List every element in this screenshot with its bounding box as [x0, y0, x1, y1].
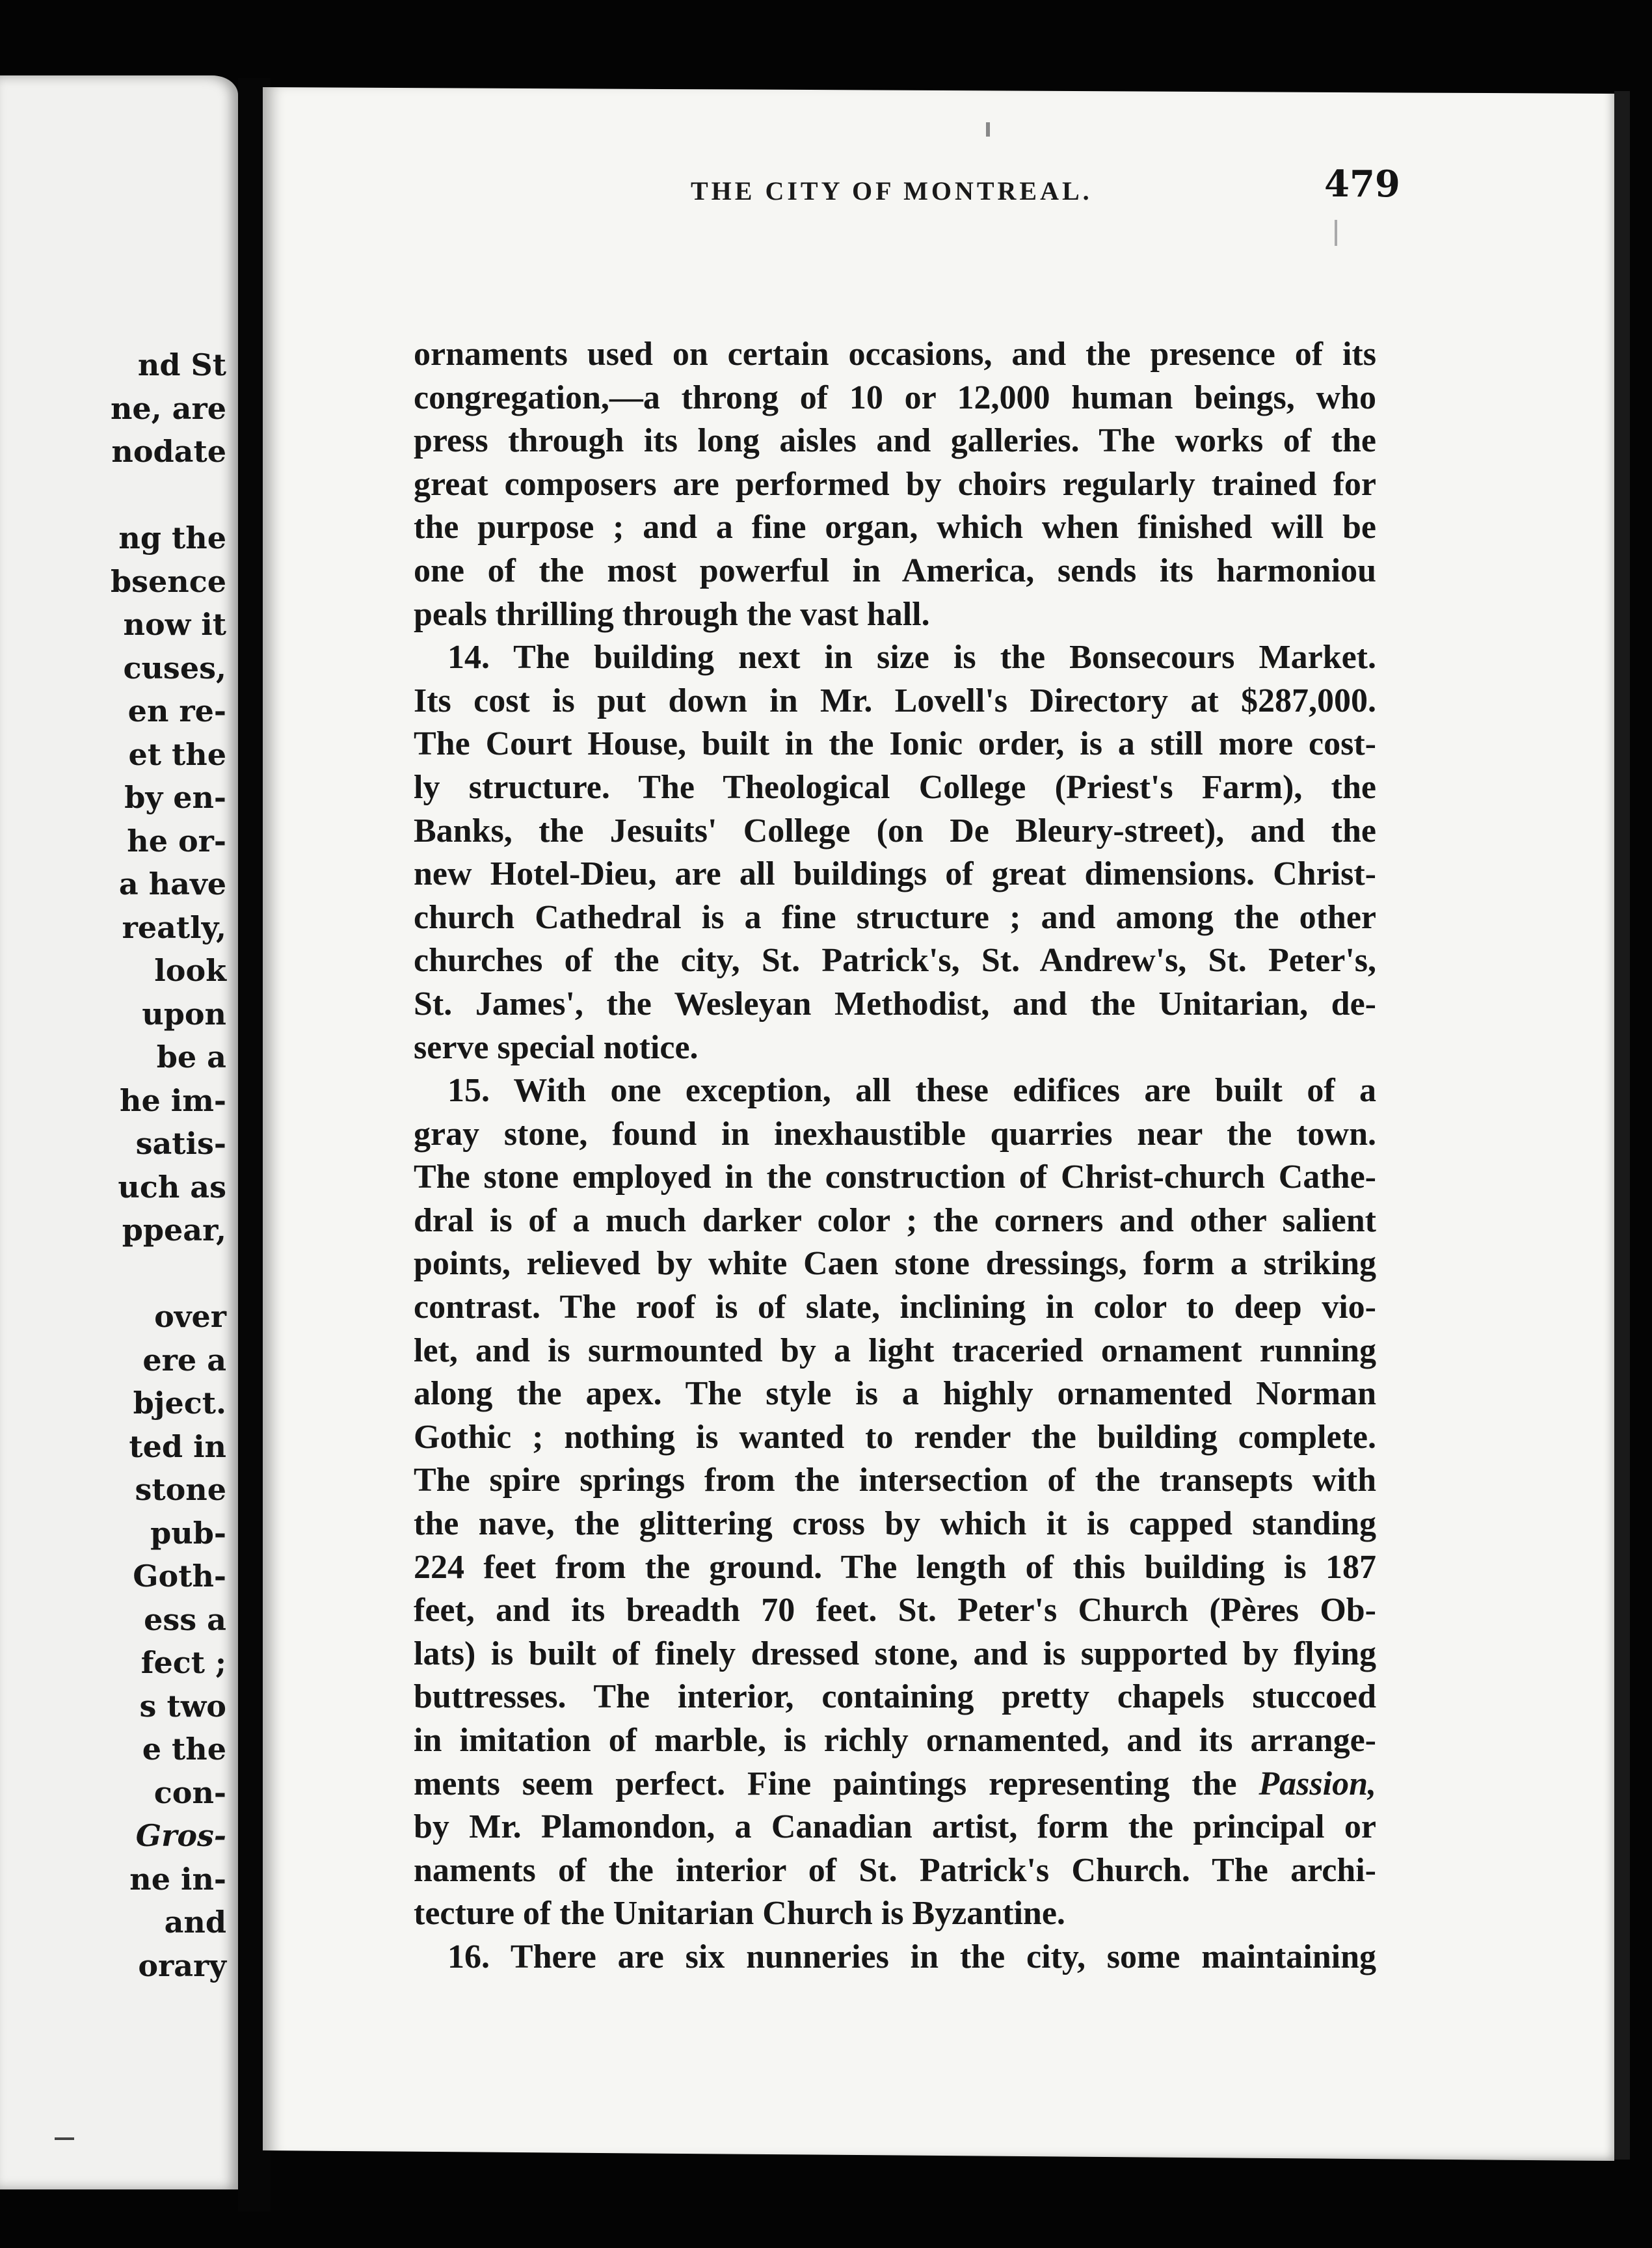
left-line: nodate	[111, 434, 226, 469]
left-line: cuses,	[123, 650, 226, 686]
left-line: con-	[153, 1774, 226, 1810]
text-line: churches of the city, St. Patrick's, St. Andrew's, St. Peter's,	[414, 942, 1376, 980]
text-line: new Hotel-Dieu, are all buildings of great dimensions. Christ-	[414, 855, 1376, 893]
line-text: ments seem perfect. Fine paintings representing the	[414, 1765, 1237, 1802]
text-line: ornaments used on certain occasions, and the presence of its	[414, 336, 1376, 373]
text-line: one of the most powerful in America, sends its harmoniou	[414, 552, 1376, 589]
running-header: THE CITY OF MONTREAL.	[691, 176, 1093, 206]
left-line: he or-	[127, 823, 226, 859]
left-line: e the	[142, 1732, 226, 1767]
scan-speck	[1335, 220, 1337, 246]
text-line: buttresses. The interior, containing pretty chapels stuccoed	[414, 1678, 1376, 1716]
left-line: ere a	[142, 1342, 226, 1378]
paragraph-14-start: 14. The building next in size is the Bonsecours Market.	[447, 639, 1376, 676]
text-line: 224 feet from the ground. The length of this building is 187	[414, 1548, 1376, 1586]
scan-speck	[55, 2137, 74, 2140]
left-line: look	[154, 953, 226, 988]
text-line: along the apex. The style is a highly ornamented Norman	[414, 1375, 1376, 1413]
text-line: Gothic ; nothing is wanted to render the building complete.	[414, 1418, 1376, 1456]
left-line	[0, 1252, 238, 1296]
text-line: naments of the interior of St. Patrick's Church. The archi-	[414, 1851, 1376, 1889]
left-line: and	[164, 1905, 226, 1940]
text-line: Its cost is put down in Mr. Lovell's Directory at $287,000.	[414, 682, 1376, 719]
left-line: fect ;	[140, 1645, 226, 1680]
text-line: tecture of the Unitarian Church is Byzantine.	[414, 1895, 1065, 1933]
text-line: serve special notice.	[414, 1028, 699, 1066]
left-line: over	[154, 1299, 226, 1334]
left-line: ppear,	[122, 1212, 226, 1248]
text-line: congregation,—a throng of 10 or 12,000 human beings, who	[414, 379, 1376, 416]
left-line: orary	[138, 1947, 226, 1983]
left-line: stone	[135, 1472, 226, 1507]
left-line: by en-	[124, 780, 226, 815]
page-number: 479	[1324, 163, 1400, 206]
italic-title-passion: Passion,	[1259, 1765, 1376, 1802]
left-line: he im-	[120, 1082, 226, 1118]
text-line: contrast. The roof is of slate, inclining in color to deep vio-	[414, 1289, 1376, 1326]
left-line: ess a	[144, 1601, 226, 1637]
text-line: dral is of a much darker color ; the corners and other salient	[414, 1201, 1376, 1239]
text-line: feet, and its breadth 70 feet. St. Peter's Church (Pères Ob-	[414, 1592, 1376, 1629]
previous-page-fragment	[0, 75, 238, 2189]
text-line: St. James', the Wesleyan Methodist, and the Unitarian, de-	[414, 985, 1376, 1023]
body-text	[414, 333, 1376, 1979]
text-line: The Court House, built in the Ionic order, is a still more cost-	[414, 725, 1376, 763]
text-line: let, and is surmounted by a light traceried ornament running	[414, 1331, 1376, 1369]
left-line: uch as	[118, 1169, 226, 1205]
left-line: bsence	[110, 563, 226, 599]
previous-page-text	[0, 343, 238, 1987]
left-line: ne, are	[110, 390, 226, 426]
scan-speck	[986, 122, 990, 137]
left-line: Goth-	[133, 1559, 226, 1594]
text-line: lats) is built of finely dressed stone, and is supported by flying	[414, 1635, 1376, 1672]
left-line: pub-	[150, 1515, 226, 1551]
text-line: Banks, the Jesuits' College (on De Bleury-street), and the	[414, 812, 1376, 850]
text-line: The spire springs from the intersection of the transepts with	[414, 1462, 1376, 1499]
left-line: bject.	[133, 1385, 226, 1421]
left-line: satis-	[135, 1126, 226, 1161]
text-line: church Cathedral is a fine structure ; and among the other	[414, 898, 1376, 936]
left-line: nd St	[137, 347, 226, 382]
page-edge	[1614, 91, 1630, 2160]
left-line: ng the	[118, 520, 226, 555]
text-line: the purpose ; and a fine organ, which when finished will be	[414, 509, 1376, 546]
left-line: a have	[118, 866, 226, 902]
left-line: et the	[128, 736, 226, 772]
text-line: peals thrilling through the vast hall.	[414, 595, 930, 633]
left-line: reatly,	[122, 909, 226, 945]
left-line	[0, 474, 238, 517]
text-line: The stone employed in the construction of Christ-church Cathe-	[414, 1158, 1376, 1196]
text-line: gray stone, found in inexhaustible quarries near the town.	[414, 1115, 1376, 1153]
left-line: be a	[156, 1039, 226, 1075]
left-line: now it	[123, 607, 226, 642]
left-line: en re-	[127, 693, 226, 729]
text-line: ly structure. The Theological College (Priest's Farm), the	[414, 768, 1376, 806]
text-line: the nave, the glittering cross by which it is capped standing	[414, 1505, 1376, 1543]
left-line: Gros-	[135, 1818, 226, 1853]
left-line: s two	[139, 1688, 226, 1724]
left-line: upon	[142, 996, 226, 1032]
text-line: great composers are performed by choirs regularly trained for	[414, 465, 1376, 503]
text-line: by Mr. Plamondon, a Canadian artist, form the principal or	[414, 1808, 1376, 1846]
left-line: ted in	[129, 1428, 226, 1464]
left-line: ne in-	[129, 1861, 226, 1897]
text-line: press through its long aisles and galleries. The works of the	[414, 422, 1376, 460]
text-line-with-italic	[414, 1763, 1376, 1806]
paragraph-16-start: 16. There are six nunneries in the city, some maintaining	[447, 1938, 1376, 1975]
text-line: points, relieved by white Caen stone dressings, form a striking	[414, 1245, 1376, 1283]
paragraph-15-start: 15. With one exception, all these edifices are built of a	[447, 1072, 1376, 1110]
text-line: in imitation of marble, is richly ornamented, and its arrange-	[414, 1722, 1376, 1759]
